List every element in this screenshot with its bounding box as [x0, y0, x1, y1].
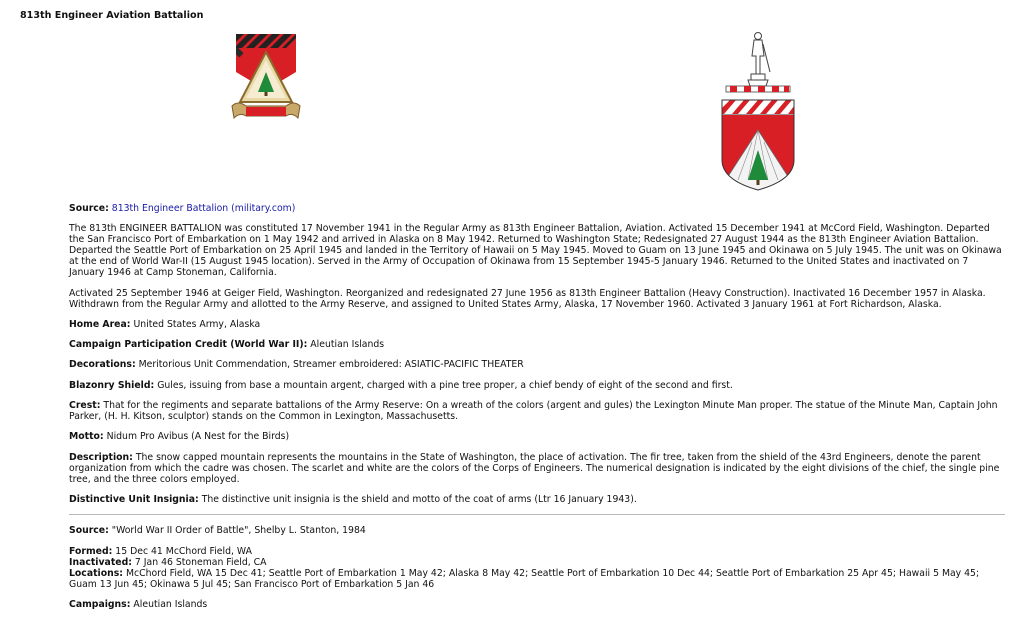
order-of-battle — [69, 546, 1005, 590]
source-label: Source: — [69, 203, 109, 214]
main-content — [69, 203, 1005, 619]
formed — [69, 546, 1005, 557]
decorations — [69, 359, 1005, 370]
campaign-credit-value: Aleutian Islands — [310, 339, 385, 351]
source-link[interactable]: 813th Engineer Battalion (military.com) — [111, 203, 296, 214]
history-paragraph-1: The 813th ENGINEER BATTALION was constituted 17 November 1941 in the Regular Army as 813th Engineer Battalion, Aviation. Activated 15 December 1941 at McCord Field, Washington. Departed the San Francisco Port of Embarkation on 1 May 1942 and arrived in Alaska on 8 May 1942. Returned to Washington State; Redesignated 27 August 1944 as the 813th Engineer Aviation Battalion. Departed the Seattle Port of Embarkation on 25 April 1945 and landed in the Territory of Hawaii on 5 May 1945. Moved to Guam on 13 June 1945 and Okinawa on 5 July 1945. The unit was on Okinawa at the end of World War-II (15 August 1945 location). Served in the Army of Occupation of Okinawa from 15 September 1945-5 January 1946. Returned to the United States and inactivated on 7 January 1946 at Camp Stoneman, California. — [69, 223, 1002, 279]
distinctive-unit-insignia-image — [228, 32, 304, 122]
inactivated-value: 7 Jan 46 Stoneman Field, CA — [134, 556, 267, 568]
motto-label: Motto: — [69, 431, 104, 443]
source-line-2 — [69, 525, 1005, 536]
blazonry-shield — [69, 380, 1005, 391]
campaign-credit-label: Campaign Participation Credit (World War II): — [69, 339, 308, 351]
home-area-value: United States Army, Alaska — [133, 318, 261, 330]
crest-label: Crest: — [69, 400, 101, 412]
description-label: Description: — [69, 451, 133, 463]
dui-label: Distinctive Unit Insignia: — [69, 493, 199, 505]
campaigns — [69, 599, 1005, 610]
crest-value: That for the regiments and separate battalions of the Army Reserve: On a wreath of the colors (argent and gules) the Lexington Minute Man proper. The statue of the Minute Man, Captain John Parker, (H. H. Kitson, sculptor) stands on the Common in Lexington, Massachusetts. — [69, 400, 998, 423]
locations-value: McChord Field, WA 15 Dec 41; Seattle Port of Embarkation 1 May 42; Alaska 8 May 42; Seattle Port of Embarkation 10 Dec 44; Seattle Port of Embarkation 25 Apr 45; Hawaii 5 May 45; Guam 13 Jun 45; Okinawa 5 Jul 45; San Francisco Port of Embarkation 5 Jan 46 — [69, 567, 980, 590]
source-value-2: "World War II Order of Battle", Shelby L. Stanton, 1984 — [111, 525, 366, 537]
description-value: The snow capped mountain represents the mountains in the State of Washington, the place of activation. The fir tree, taken from the shield of the 43rd Engineers, denote the parent organization from which the cadre was chosen. The scarlet and white are the colors of the Corps of Engineers. The numerical designation is indicated by the eight divisions of the chief, the single pine tree, and the three colors employed. — [69, 451, 1000, 485]
decorations-value: Meritorious Unit Commendation, Streamer embroidered: ASIATIC-PACIFIC THEATER — [138, 359, 524, 371]
crest — [69, 400, 1005, 422]
locations-label: Locations: — [69, 567, 123, 579]
inactivated — [69, 557, 1005, 568]
motto-value: Nidum Pro Avibus (A Nest for the Birds) — [106, 431, 290, 443]
history-paragraph-2: Activated 25 September 1946 at Geiger Field, Washington. Reorganized and redesignated 27 June 1956 as 813th Engineer Battalion (Heavy Construction). Inactivated 16 December 1957 in Alaska. Withdrawn from the Regular Army and allotted to the Army Reserve, and assigned to United States Army, Alaska, 17 November 1960. Activated 3 January 1961 at Fort Richardson, Alaska. — [69, 287, 986, 310]
page-title: 813th Engineer Aviation Battalion — [20, 10, 204, 21]
description — [69, 452, 1005, 485]
campaign-credit — [69, 339, 1005, 350]
source-label-2: Source: — [69, 525, 109, 537]
home-area-label: Home Area: — [69, 318, 131, 330]
coat-of-arms-image — [718, 30, 798, 192]
dui-value: The distinctive unit insignia is the shield and motto of the coat of arms (Ltr 16 January 1943). — [201, 493, 637, 505]
blazonry-shield-value: Gules, issuing from base a mountain argent, charged with a pine tree proper, a chief bendy of eight of the second and first. — [157, 379, 733, 391]
source-line — [69, 203, 1005, 214]
motto — [69, 431, 1005, 442]
inactivated-label: Inactivated: — [69, 556, 132, 568]
campaigns-label: Campaigns: — [69, 598, 131, 610]
home-area — [69, 319, 1005, 330]
blazonry-shield-label: Blazonry Shield: — [69, 379, 155, 391]
locations — [69, 568, 1005, 590]
section-divider — [69, 514, 1005, 515]
formed-label: Formed: — [69, 545, 113, 557]
decorations-label: Decorations: — [69, 359, 136, 371]
distinctive-unit-insignia — [69, 494, 1005, 505]
campaigns-value: Aleutian Islands — [133, 598, 208, 610]
formed-value: 15 Dec 41 McChord Field, WA — [115, 545, 252, 557]
